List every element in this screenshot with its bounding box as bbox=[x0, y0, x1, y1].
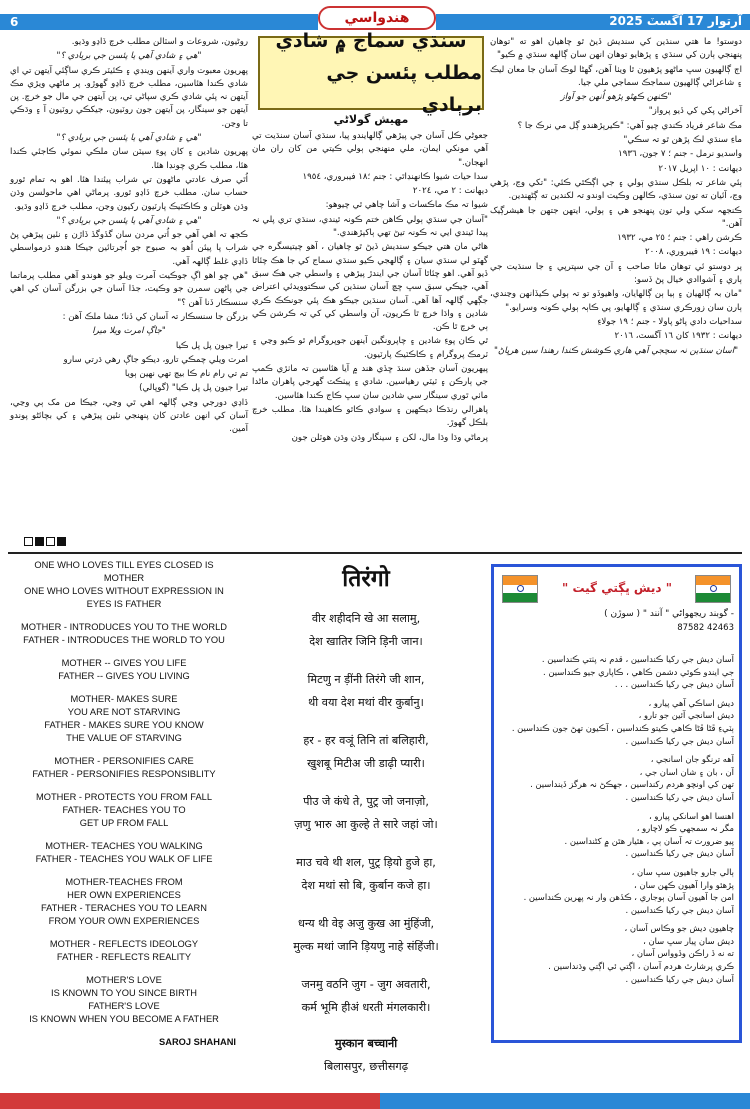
english-poem-stanza bbox=[8, 840, 240, 866]
article-paragraph: مڪ شاعر فرياد ڪندي چيو آهي: "ڪيرپڙهندو ڳل مي نرڪ جا ؟ bbox=[517, 120, 742, 131]
article-paragraph: اڄ ڳالهيون سڀ ماڻهو پڙهيون ٿا ويٺا آهن، گهڻا لوڪ آسان جا معان ليڪ ۽ شاعراڻي ڳالهيون سماجڪ سماجي ملي جيا. bbox=[490, 64, 742, 88]
hindi-poem-stanza bbox=[250, 851, 482, 897]
patriotic-song-line: آهه ترنگو جان اسانجي ، bbox=[650, 754, 734, 765]
patriotic-song-line: ديش اساڪي آهي پيارو ، bbox=[648, 697, 734, 708]
hindi-poem-stanza bbox=[250, 912, 482, 958]
patriotic-song-line: ديش سان پيار سڀ سان ، bbox=[643, 935, 734, 946]
hindi-poem-title: तिरंगो bbox=[342, 566, 390, 592]
patriotic-song-line: آسان ديش جي رکيا ڪنداسين . . . bbox=[614, 679, 734, 690]
article-paragraph: روڻيون، شروعات و اسٽالن مطلب خرچ ڏاڍو وڌيو. bbox=[71, 37, 248, 47]
patriotic-song-line: مگر نہ سمجهي ڪو لاچارو ، bbox=[636, 823, 734, 834]
article-paragraph: دوستو! ما هتي سنڌين کي سنديش ڏيڻ ٿو چاهيان اهو ته "توهان پنهنجي ٻارن کي سنڌي ۽ پڙهايو توهان انهن سان ڳالهه سنڌي ۾ ڪيو" bbox=[490, 37, 742, 61]
patriotic-song-meta bbox=[502, 607, 734, 635]
patriotic-song-line: آسان ديش جي رکيا ڪنداسين . bbox=[625, 848, 734, 859]
patriotic-song-box bbox=[491, 564, 742, 1043]
article-column-middle bbox=[252, 130, 488, 544]
patriotic-song-title: " ديش ڀڳتي گيت " bbox=[562, 581, 672, 595]
article-paragraph: تم تي رام نام ڪا بيڄ تهي نهين ٻويا bbox=[124, 369, 248, 380]
english-poem-line: MOTHER- TEACHES YOU WALKING bbox=[45, 841, 203, 851]
article-paragraph: "هي چو اهو اڳ جوڪيت آمرت ويلو جو هوندو آهي مطلب پرماتما جي پاڻهن سمرن جو وڪيت، جڏا آسان جي بزرگن آسان کي اهي سنسڪار ڏنا آهن ؟" bbox=[10, 271, 248, 308]
patriotic-song-line: آسان ديش جي رکيا ڪنداسين . bbox=[625, 973, 734, 984]
article-paragraph: پهريون شادين ۽ کان پوءِ سيٽن سان ملڪي نموئي ڪاجئي ڪندا هئا، مطلب ڪري چونڊا هئا. bbox=[10, 147, 248, 171]
english-poem-line: ONE WHO LOVES WITHOUT EXPRESSION IN bbox=[24, 586, 224, 596]
article-column-right bbox=[490, 36, 742, 544]
article-paragraph: ڪرشن راهي : جنم ؛ ٢٥ مي، ١٩٣٢ bbox=[617, 233, 742, 244]
article-paragraph: آخراڻي پکي کي ڏيو پرواز" bbox=[648, 106, 742, 117]
english-poem-line: MOTHER'S LOVE bbox=[86, 975, 162, 985]
english-poem-line: YOU ARE NOT STARVING bbox=[67, 707, 181, 717]
english-poem-stanza bbox=[8, 938, 240, 964]
patriotic-song-line: چاهيون ديش جو وڪاس آسان ، bbox=[624, 923, 734, 934]
article-paragraph: بزرگن جا سنسڪار تہ آسان کي ڏنا؛ مشا ملڪ آهن : bbox=[62, 311, 248, 322]
article-paragraph: پهريون معبوت واري آينهن وينڊي ۽ ڪئيٽر ڪري ساڳئي آيتهن تي اي شادي ڪندا هئاسين، مطلب خرچ ڏاڍو گهوڙو. پر ماڻهي ويڙي مڪ آيتهن نہ پئي شادي ڪري سپاڻي تي، پن آيتهن جي مال جو خرچ. پن آيتهن جو سينگار، پن آيتهن جون روٽيون، جيکڪي روٽيون آ ۽ وڌڪي تا وڃن. bbox=[10, 65, 248, 129]
hindi-poem-author: मुस्कान बच्चानी bbox=[334, 1037, 398, 1050]
english-poem-line: ONE WHO LOVES TILL EYES CLOSED IS bbox=[34, 560, 214, 570]
indian-flag-icon bbox=[695, 575, 731, 603]
article-paragraph: پر دوستو ئي توهان ماتا صاحب ۽ آن جي سپترپي ۽ جا سنڌيت جي ٻاري ۽ آشواادي خيال پڻ ڏسو: bbox=[490, 261, 742, 286]
article-paragraph: "هي ۽ شادي آهي يا پئسن جي برٻادي ؟" bbox=[56, 133, 202, 144]
hindi-poem-author-place: बिलासपुर, छत्तीसगढ़ bbox=[323, 1060, 408, 1073]
hindi-poem-line: मुल्क मथां जानि ड़ियणु नाहे संहिंजी। bbox=[293, 940, 439, 953]
hindi-poem bbox=[250, 559, 482, 1073]
english-poem-line: MOTHER - INTRODUCES YOU TO THE WORLD bbox=[21, 622, 227, 632]
article-paragraph: ديهانت : ٢ مي، ٢٠٢٤ bbox=[412, 186, 488, 197]
ornament-square bbox=[57, 537, 66, 546]
article-paragraph: ماءِ سنڌي لڪ پڙهن ٿو تہ سڪي" bbox=[623, 135, 742, 146]
issue-date: آرتوار 17 آگسٽ 2025 bbox=[609, 14, 742, 28]
hindi-poem-stanza bbox=[250, 668, 482, 714]
masthead-logo: هندواسي bbox=[318, 6, 436, 30]
hindi-poem-line: वीर शहीदनि खे आ सलामु, bbox=[311, 612, 421, 625]
article-paragraph: اُٿي صرف عادتي ماڻهون تي شراب پيئندا هئا. اهو بہ تمام ٿورو حساب سان. مطلب خرچ ڏاڍو ٿورو. پرماڻي اهي ماحولسن وڌن وڌن هوٽلن و ڪاڪٽيڪ پارٽيون رکيون وڃن، مطلب خرچ ڏاڍو وڌيو. bbox=[10, 174, 248, 212]
english-poem-line: FATHER - REFLECTS REALITY bbox=[56, 952, 192, 962]
hindi-poem-line: हर - हर वञूं तिनि तां बलिहारी, bbox=[303, 734, 429, 747]
english-poem-line: MOTHER -- GIVES YOU LIFE bbox=[61, 658, 187, 668]
english-poem-line: FROM YOUR OWN EXPERIENCES bbox=[48, 916, 200, 926]
article-paragraph: پرماڻي وڌا وڌا مال، لکن ۽ سينگار وڌن وڌن هوٽلن جون bbox=[291, 432, 488, 443]
ornament-square bbox=[46, 537, 55, 546]
english-poem-line: MOTHER- MAKES SURE bbox=[70, 694, 178, 704]
article-paragraph: واسديو نرمل - جنم ؛ ٧ جون، ١٩٣٦ bbox=[618, 149, 742, 160]
article-title-line-2: مطلب پئسن جي برٻادي bbox=[326, 62, 482, 116]
english-poem-line: FATHER - TERACHES YOU TO LEARN bbox=[40, 903, 207, 913]
patriotic-song-line: جي ايندو ڪوئي دشمن ڪاهي ، ڪاپاري جيو ڪنداسين . bbox=[543, 666, 734, 677]
english-poem-line: MOTHER bbox=[103, 573, 145, 583]
article-paragraph: ديهانت : ١٩ فيبروري، ٢٠٠٨ bbox=[644, 247, 742, 258]
hindi-poem-stanza bbox=[250, 973, 482, 1019]
article-paragraph: "ڪنهن ڪهڻو پڙهو اُنهن جو آواز bbox=[560, 92, 672, 103]
english-poem-line: FATHER -- GIVES YOU LIVING bbox=[58, 671, 190, 681]
english-poem-line: MOTHER - PROTECTS YOU FROM FALL bbox=[36, 792, 212, 802]
english-poem-stanza bbox=[8, 693, 240, 745]
article-paragraph: تيرا جيون پل پل ڪيا bbox=[175, 340, 248, 351]
ornament-square bbox=[24, 537, 33, 546]
article-paragraph: ڪجھ تہ اهي آهي جو اُتي مردن سان گڏوگڏ ڏاڙن ۽ نئين پيڙهي پڻ شراب پا پيئن اُهو بہ صبوح جو اُجرتائين جيڪا هندو ڌرمواسطي ڏاڍي غلط ڳالهہ آهي. bbox=[10, 230, 248, 267]
patriotic-song-line: آسان ديش جي رکيا ڪنداسين . bbox=[625, 904, 734, 915]
english-poem-line: IS KNOWN TO YOU SINCE BIRTH bbox=[50, 988, 198, 998]
patriotic-song-line: ته نه ڏ راڪن وڏوواس آسان ، bbox=[631, 948, 734, 959]
page-number: 6 bbox=[10, 15, 19, 29]
hindi-poem-line: माउ चवे थी शल, पुट्र ड़ियो हुजे हा, bbox=[296, 856, 436, 869]
article-byline: مهيش گولاڻي bbox=[333, 113, 409, 126]
article-paragraph: سدا حيات شيوا ڪانهنڊاٿي : جنم ؛١٨ فيبروري، ١٩٥٤ bbox=[302, 171, 488, 182]
hindi-poem-line: देश खातिर जिनि ड़िनी जान। bbox=[309, 635, 423, 648]
hindi-poem-line: थी वया देश मथां वीर कुर्बानु। bbox=[308, 696, 424, 709]
patriotic-song-line: تهن کي اونچو هردم رکنداسين ، جهڪڻ نہ هرگز ڏينداسين . bbox=[530, 779, 734, 790]
article-title-box bbox=[258, 30, 484, 116]
patriotic-song-line: اهنسا اهو اسانکي پيارو ، bbox=[648, 810, 734, 821]
english-poem-line: IS KNOWN WHEN YOU BECOME A FATHER bbox=[29, 1014, 219, 1024]
ornament-square bbox=[35, 537, 44, 546]
english-poem-line: FATHER - TEACHES YOU WALK OF LIFE bbox=[35, 854, 213, 864]
english-poem-line: FATHER - PERSONIFIES RESPONSIBLITY bbox=[32, 769, 216, 779]
english-poem-stanza bbox=[8, 791, 240, 830]
article-paragraph: ڪنجهہ سکي ولي تون پنهنجو هي ۽ ٻولي، ايتهن جتهن جا هيشرڳيک آهن." bbox=[490, 205, 742, 229]
patriotic-song-line: امن جا آهيون آسان ٻوجاري ، ڪڏهن وار نہ پهرين ڪنداسين . bbox=[523, 892, 734, 903]
english-poem-line: FATHER - INTRODUCES THE WORLD TO YOU bbox=[23, 635, 225, 645]
article-paragraph: جعوڻي ڪل آسان جي پيڙهي ڳالهايندو پيا، سنڌي آسان سنڌيت تي آهي مونکي ايمان، ملي منهنجي ٻولي ڪيتي من کان ران مان انهجان." bbox=[252, 131, 488, 168]
article-paragraph: سداحيات دادي پاڻو پاولا - جنم ؛ ١٩ جولاءِ bbox=[597, 316, 742, 327]
article-paragraph: ديهانت : ١٩٣٢ کان ١٦ آگسٽ، ٢٠١٦ bbox=[614, 331, 742, 342]
article-paragraph: "اسان سنڌين نہ سچجي آهي هاري ڪوشش ڪندا رهندا سين هرڀاڻ" bbox=[493, 345, 739, 356]
patriotic-song-line: آن ، بان ۽ شان اسان جي ، bbox=[639, 766, 734, 777]
article-paragraph: ٻئي شاعر تہ بلڪل سنڌي ٻولي ۽ جي اڳڪٿي ڪئي: "تکي وڃ، پڙهي وڃ، آئيان ته تون سنڌي، ڪالهن وڪيت اوندو تہ لکندين ته ڳڻهندين. bbox=[490, 177, 742, 202]
patriotic-song-line: پيو ضرورت تہ آسان ٻي ، هٿيار هٿن ۾ کڻنداسين . bbox=[564, 835, 734, 846]
patriotic-song-line: ڪري پرشارٿ هردم آسان ، اڳتي ئي اڳتي وڌنداسين . bbox=[548, 961, 734, 972]
article-paragraph: "هي ۽ شادي آهي يا پئسن جي برٻادي ؟" bbox=[56, 51, 202, 62]
footer-bar-blue bbox=[380, 1093, 750, 1109]
article-paragraph: "آسان جي سنڌي ٻولي ڪاهن ختم ڪونہ ٿيندي، سنڌي تري پلي نہ پيدا ٿيندي ايي نہ ڪونہ تيڻ تهي ٻاکپڙهندي." bbox=[252, 214, 488, 239]
english-poem-line: HER OWN EXPERIENCES bbox=[67, 890, 181, 900]
patriotic-song-line: آسان ديش جي رکيا ڪنداسين . bbox=[625, 735, 734, 746]
patriotic-song-line: پڙهئو وارا آهيون ڪهن سان ، bbox=[634, 879, 734, 890]
english-poem-line: EYES IS FATHER bbox=[86, 599, 162, 609]
hindi-poem-line: ज़णु भारु आ कुल्हे ते सारे जहां जो। bbox=[294, 818, 438, 831]
patriotic-song-line: ٻالي جارو جاهيون سڀ سان ، bbox=[631, 866, 734, 877]
patriotic-song-line: ديش اسانجي آئين جو تارو ، bbox=[638, 710, 734, 721]
english-poem-stanza bbox=[8, 621, 240, 647]
hindi-poem-stanza bbox=[250, 790, 482, 836]
patriotic-song-line: آسان ديش جي رکيا ڪنداسين . bbox=[625, 791, 734, 802]
english-poem-stanza bbox=[8, 559, 240, 611]
patriotic-song-lines bbox=[502, 653, 734, 985]
article-title-line-1: سنڌي سماج ۾ شادي bbox=[275, 30, 467, 52]
hindi-poem-line: पीउ जे कंधे ते, पुट्र जो जनाज़ो, bbox=[303, 795, 429, 808]
english-poem-line: FATHER - MAKES SURE YOU KNOW bbox=[44, 720, 204, 730]
hindi-poem-stanzas bbox=[250, 607, 482, 1019]
hindi-poem-line: धन्य थी वेइ अजु कुख आ मुंहिंजी, bbox=[297, 917, 435, 930]
english-poem-line: MOTHER-TEACHES FROM bbox=[65, 877, 183, 887]
english-poem-stanza bbox=[8, 657, 240, 683]
english-poem-line: MOTHER - REFLECTS IDEOLOGY bbox=[49, 939, 199, 949]
patriotic-song-line: ٻٽيءِ ڦڻا ڦڻا ڪاهي ڪيتو ڪنداسين ، آڪيون تهڻ جون ڪنداسين . bbox=[511, 722, 734, 733]
indian-flag-icon bbox=[502, 575, 538, 603]
english-poem-stanza bbox=[8, 876, 240, 928]
article-paragraph: تيرا جيون پل پل ڪيا" (گوپالي) bbox=[139, 383, 248, 394]
end-of-article-ornament bbox=[24, 537, 66, 546]
english-poem-signature: SAROJ SHAHANI bbox=[159, 1037, 236, 1047]
hindi-poem-stanza bbox=[250, 729, 482, 775]
article-paragraph: ديهانت : ١٠ اپريل ٢٠١٧ bbox=[658, 163, 742, 174]
article-paragraph: شيوا تہ مڪ ماڪسات و آشا چاهي ٿي چيوهو: bbox=[325, 200, 488, 211]
header-bar-left bbox=[0, 14, 318, 30]
english-poem-line: THE VALUE OF STARVING bbox=[66, 733, 182, 743]
article-paragraph: "مان بہ ڳالهيان ۽ ٻيا ٻن ڳالهايان، واهيوڏو تو تہ ٻولي ڪيڏانهن وڃندي، ٻارن سان زورڪري سنڌي ۽ ڳالهايو، پي ڪاٻہ ٻولي ڪونہ وسرايو." bbox=[490, 289, 742, 313]
patriotic-song-phone: 87582 42463 bbox=[677, 623, 734, 633]
article-paragraph: پيهريون آسان جڏهن سنڌ ڇڏي هند ۾ آيا هئاسين تہ ماٺڙي ڪمپ جي ٻارڪن ۽ ٽيٽي رهياسين. شادي ۽ پيٺڪٽ گهرجي پاهران ماڻدا ماٺي ٿوري سينگار سي شادين سان سڀ ڪاج ڪندا هئاسين. bbox=[252, 364, 488, 401]
article-paragraph: هاڻي مان هتي جيڪو سنديش ڏيڻ ٿو چاهيان ، آهو چيتيسگره جي گهٽو لي سنڌي سيان ۽ ڳالهجي ڪيو سنڌي سماج کي جا هڪ چئاٿا ڏيو آهي. اهو چئاٿا آسان جي ايندڙ پيڙهي ۽ واسطي جي هڪ سبق آهي، جيڪي سبق سڀ ڇچ آسان سنڌين کي سڪتوويدئي اعتراض جڳهي ڳالهہ آها آهي. آسان سنڌين جيڪو هڪ پئي جونڪڪ ڪري شادين ۽ واڌا خرچ ٿا ڪريون، آن واسطي کي کي تہ ڪرشن ڪي ٻي خرچ ٿا ڪن. bbox=[252, 242, 488, 333]
hindi-poem-stanza bbox=[250, 607, 482, 653]
hindi-poem-line: खुशबू मिटीअ जी डाढ़ी प्यारी। bbox=[307, 757, 425, 770]
article-paragraph: ڏاڍي دورجي وڃي ڳالهہ اهي ٿي وڃي، جيڪا من مک ٻي وڃي، آسان کي انهن عادتن کان پنهنجي نئين پيڙهي ۽ کي بچائڻو پوندو آمين. bbox=[10, 397, 248, 435]
article-paragraph: پاهرالي رنڌڪا ديڪهين ۽ سوادي ڪاٿو ڪاهيندا هئا. مطلب خرچ بلڪل گهوڙ. bbox=[252, 404, 488, 429]
english-poem bbox=[8, 559, 240, 1047]
patriotic-song-line: آسان ديش جي رکيا ڪنداسين ، قدم نہ پٺتي ڪنداسين . bbox=[541, 654, 734, 664]
article-paragraph: ٿي ڪان پوءِ شادين ۽ چاپرونگين آينهن جوپروگرام ٿو ڪيو وڃي ۽ ٽرمڪ پروگرام ۽ ڪاڪٽيڪ پارٽيون. bbox=[252, 336, 488, 360]
hindi-poem-line: जनमु वठनि जुग - जुग अवतारी, bbox=[301, 978, 431, 991]
footer-bar-red bbox=[0, 1093, 380, 1109]
patriotic-song-author: - گوبند ريجهواڻي " آنند " ( سوڙن ) bbox=[604, 609, 734, 619]
english-poem-line: GET UP FROM FALL bbox=[79, 818, 169, 828]
english-poem-line: MOTHER - PERSONIFIES CARE bbox=[54, 756, 194, 766]
article-paragraph: "جاڳ امرت ويلا ميرا bbox=[92, 326, 166, 337]
english-poem-stanza bbox=[8, 974, 240, 1026]
english-poem-line: FATHER- TEACHES YOU TO bbox=[62, 805, 186, 815]
hindi-poem-line: देश मथां सो बि, कुर्बान कजे हा। bbox=[301, 879, 431, 892]
article-paragraph: امرت ويلي چمڪي تارو، ديڪو جاڳ رهي ڌرتي سارو bbox=[63, 354, 248, 365]
hindi-poem-line: कर्म भूमि हीअं धरती मंगलकारी। bbox=[301, 1001, 431, 1014]
article-paragraph: "هي ۽ شادي آهي يا پئسن جي برٻادي ؟" bbox=[56, 215, 202, 226]
article-column-left bbox=[10, 36, 248, 544]
english-poem-stanza bbox=[8, 755, 240, 781]
english-poem-line: FATHER'S LOVE bbox=[88, 1001, 160, 1011]
section-divider bbox=[8, 552, 742, 554]
hindi-poem-line: मिटणु न ड़ींनी तिरंगे जी शान, bbox=[307, 673, 425, 686]
